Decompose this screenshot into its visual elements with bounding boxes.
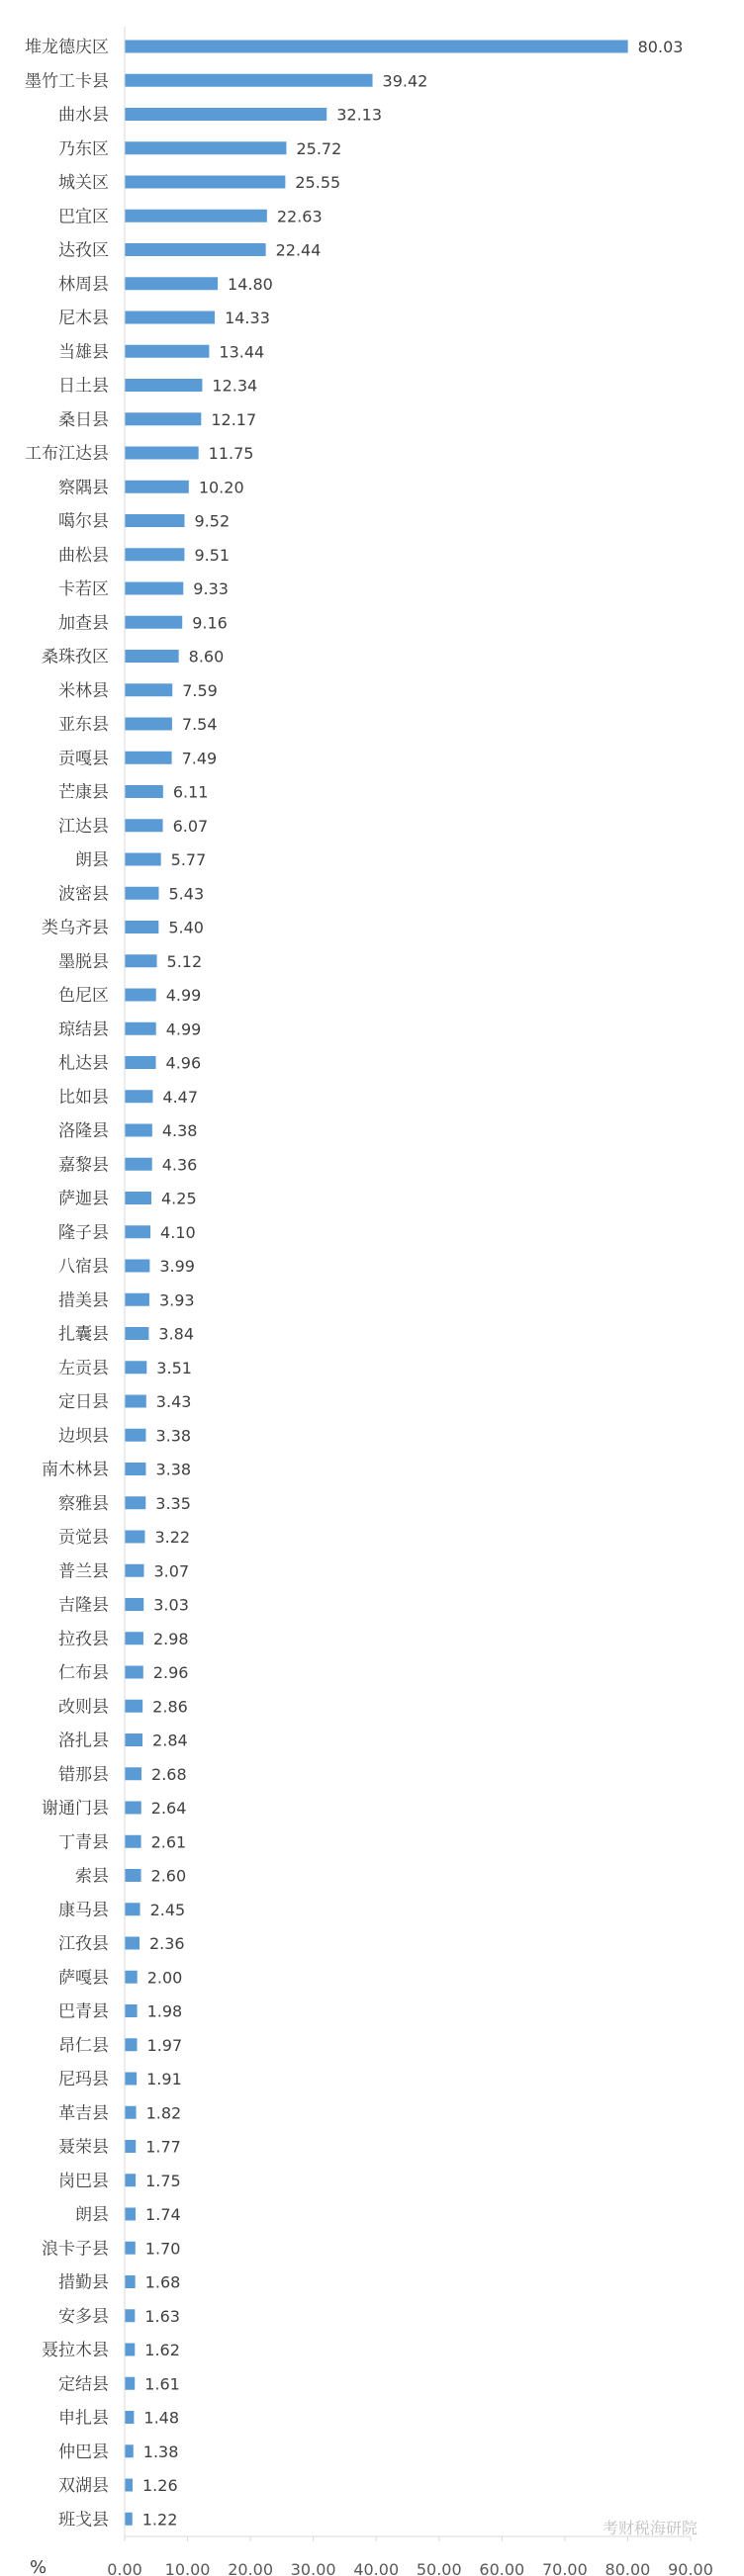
data-label: 1.97 — [146, 2035, 183, 2055]
category-label: 谢通门县 — [42, 1799, 109, 1819]
bar — [125, 2513, 133, 2526]
data-label: 4.10 — [160, 1222, 196, 1242]
bar — [125, 2242, 136, 2255]
data-label: 4.38 — [161, 1121, 198, 1140]
category-label: 仁布县 — [58, 1663, 109, 1683]
category-label: 措美县 — [58, 1290, 109, 1311]
category-label: 江孜县 — [58, 1934, 109, 1954]
bar — [125, 1293, 149, 1306]
data-label: 1.63 — [144, 2306, 180, 2326]
bars-group — [125, 41, 628, 2526]
data-label: 1.61 — [144, 2374, 180, 2394]
data-label: 5.43 — [168, 884, 205, 904]
data-label: 7.59 — [182, 680, 218, 700]
bar — [125, 1971, 138, 1984]
category-label: 拉孜县 — [58, 1629, 109, 1649]
category-label: 双湖县 — [58, 2476, 109, 2496]
bar — [125, 1361, 146, 1374]
bar — [125, 853, 161, 866]
bar — [125, 887, 159, 900]
data-label: 2.61 — [150, 1832, 187, 1852]
data-label: 2.86 — [152, 1697, 188, 1717]
bar — [125, 108, 326, 121]
category-label: 八宿县 — [58, 1257, 109, 1277]
category-label: 曲水县 — [58, 105, 109, 126]
bar — [125, 1531, 144, 1544]
bar — [125, 1937, 140, 1950]
category-label: 革吉县 — [58, 2103, 109, 2124]
category-label: 改则县 — [58, 1697, 109, 1718]
data-label: 3.35 — [155, 1493, 191, 1513]
bar — [125, 1429, 145, 1442]
category-label: 尼木县 — [58, 309, 109, 328]
category-label: 察隅县 — [58, 478, 109, 498]
data-label: 2.84 — [152, 1731, 188, 1750]
data-label: 1.26 — [142, 2476, 178, 2495]
data-label: 1.62 — [144, 2341, 180, 2359]
category-label: 工布江达县 — [25, 444, 109, 464]
category-label: 乃东区 — [58, 138, 109, 159]
x-tick-label: 60.00 — [479, 2560, 525, 2576]
data-label: 3.38 — [155, 1460, 192, 1479]
category-label: 洛扎县 — [58, 1731, 109, 1751]
category-label: 萨嘎县 — [58, 1968, 109, 1989]
category-label: 丁青县 — [58, 1832, 109, 1853]
bar — [125, 210, 267, 222]
bar — [125, 1733, 142, 1746]
bar — [125, 277, 218, 290]
data-label: 3.22 — [154, 1528, 191, 1547]
data-label: 10.20 — [198, 478, 244, 497]
data-label: 22.63 — [276, 207, 323, 226]
bar — [125, 785, 163, 798]
bar — [125, 74, 373, 87]
bar — [125, 379, 202, 392]
category-label: 隆子县 — [58, 1222, 109, 1243]
bar — [125, 141, 286, 154]
watermark-text: 考财税海研院 — [602, 2519, 698, 2537]
data-label: 2.68 — [151, 1764, 187, 1784]
data-label: 4.96 — [165, 1053, 202, 1073]
category-label: 洛隆县 — [58, 1121, 109, 1141]
data-label: 39.42 — [382, 71, 428, 91]
bar — [125, 1496, 145, 1509]
category-label: 墨脱县 — [58, 951, 109, 972]
category-label: 察雅县 — [58, 1493, 109, 1514]
data-label: 14.80 — [228, 274, 273, 294]
bar — [125, 1767, 141, 1780]
category-label: 比如县 — [58, 1087, 109, 1108]
category-label: 波密县 — [58, 884, 109, 905]
category-label: 桑日县 — [58, 409, 109, 430]
bar — [125, 1463, 145, 1475]
category-label: 康马县 — [58, 1900, 109, 1920]
data-label: 3.38 — [155, 1426, 192, 1446]
data-label: 4.36 — [161, 1155, 198, 1175]
category-label: 札达县 — [58, 1053, 109, 1074]
bar — [125, 683, 172, 696]
category-label: 聂拉木县 — [42, 2341, 109, 2360]
category-label: 类乌齐县 — [42, 918, 109, 938]
bar — [125, 1327, 148, 1340]
bar — [125, 1395, 146, 1408]
x-tick-label: 0.00 — [107, 2560, 142, 2576]
data-label: 1.91 — [146, 2070, 182, 2088]
data-label: 7.54 — [181, 715, 218, 734]
data-label: 3.84 — [158, 1324, 195, 1344]
data-label: 8.60 — [188, 647, 225, 666]
bar — [125, 1598, 143, 1611]
bar — [125, 1260, 149, 1273]
bar — [125, 345, 209, 358]
data-label: 13.44 — [219, 342, 265, 362]
data-label: 1.48 — [143, 2408, 180, 2428]
category-label: 申扎县 — [58, 2408, 109, 2429]
bar — [125, 311, 215, 324]
category-label: 加查县 — [58, 613, 109, 634]
bar — [125, 752, 172, 764]
bar — [125, 1700, 142, 1713]
category-label: 曲松县 — [58, 545, 109, 566]
data-label: 1.38 — [142, 2442, 179, 2461]
category-label: 桑珠孜区 — [42, 647, 109, 667]
category-label: 定结县 — [58, 2374, 109, 2395]
data-label: 1.98 — [146, 2001, 183, 2021]
category-label: 仲巴县 — [58, 2442, 109, 2462]
bar — [125, 2174, 136, 2186]
bar — [125, 1564, 144, 1577]
category-label: 城关区 — [58, 173, 109, 193]
category-label: 噶尔县 — [58, 511, 109, 532]
bar — [125, 1632, 143, 1644]
category-label: 达孜区 — [58, 240, 109, 261]
data-label: 25.72 — [296, 138, 342, 158]
data-label: 9.52 — [194, 511, 231, 531]
category-label: 聂荣县 — [58, 2137, 109, 2158]
x-tick-label: 40.00 — [353, 2560, 400, 2576]
data-label: 2.98 — [152, 1629, 189, 1648]
category-label: 南木林县 — [42, 1460, 109, 1480]
data-label: 5.77 — [170, 850, 207, 869]
category-label: 萨迦县 — [58, 1189, 109, 1209]
data-label: 3.99 — [159, 1257, 195, 1276]
bar — [125, 2208, 136, 2221]
category-label: 贡觉县 — [58, 1528, 109, 1548]
bar — [125, 1192, 151, 1204]
category-label: 琼结县 — [58, 1020, 109, 1040]
bar — [125, 2411, 134, 2424]
bar — [125, 616, 182, 629]
bar — [125, 921, 158, 933]
data-label: 2.45 — [149, 1900, 186, 1919]
data-label: 4.99 — [165, 986, 202, 1005]
bar — [125, 819, 163, 832]
bar — [125, 1090, 152, 1103]
x-tick-labels-group — [107, 2536, 713, 2576]
category-label: 左贡县 — [58, 1358, 109, 1378]
category-labels-group — [25, 38, 109, 2530]
bar — [125, 989, 156, 1002]
data-label: 6.07 — [172, 816, 209, 836]
category-label: 米林县 — [58, 680, 109, 701]
data-label: 4.25 — [161, 1189, 197, 1208]
bar — [125, 2377, 135, 2390]
x-tick-label: 10.00 — [164, 2560, 211, 2576]
data-label: 9.33 — [193, 579, 229, 598]
bar — [125, 481, 189, 493]
category-label: 墨竹工卡县 — [25, 71, 109, 92]
data-label: 9.51 — [194, 545, 231, 565]
data-label: 1.74 — [145, 2205, 181, 2224]
category-label: 安多县 — [58, 2306, 109, 2327]
data-label: 3.03 — [153, 1595, 189, 1615]
bar — [125, 650, 179, 663]
category-label: 定日县 — [58, 1392, 109, 1412]
bar — [125, 1835, 141, 1848]
bar — [125, 1124, 152, 1137]
bar — [125, 176, 285, 189]
x-tick-label: 30.00 — [290, 2560, 336, 2576]
category-label: 措勤县 — [58, 2272, 109, 2293]
category-label: 江达县 — [58, 816, 109, 837]
bar — [125, 582, 183, 595]
x-tick-label: 90.00 — [668, 2560, 713, 2576]
category-label: 芒康县 — [58, 782, 109, 803]
data-label: 2.36 — [148, 1934, 185, 1953]
bar — [125, 2344, 135, 2356]
data-label: 80.03 — [637, 38, 684, 56]
category-label: 巴青县 — [58, 2001, 109, 2022]
category-label: 亚东县 — [58, 715, 109, 735]
x-tick-label: 20.00 — [228, 2560, 274, 2576]
data-label: 4.47 — [162, 1087, 199, 1107]
bar — [125, 2004, 138, 2017]
bar — [125, 1869, 141, 1882]
bar — [125, 447, 199, 460]
bar — [125, 1666, 143, 1679]
bar — [125, 1802, 141, 1815]
data-label: 12.34 — [212, 376, 258, 396]
data-label: 1.77 — [145, 2137, 181, 2157]
data-label: 1.70 — [144, 2239, 181, 2259]
data-label: 3.07 — [153, 1561, 190, 1581]
data-label: 12.17 — [211, 409, 257, 429]
bar — [125, 954, 157, 967]
bar — [125, 1158, 152, 1171]
category-label: 朗县 — [75, 850, 109, 870]
data-label: 1.22 — [141, 2510, 178, 2530]
category-label: 吉隆县 — [58, 1595, 109, 1616]
data-label: 1.68 — [144, 2272, 181, 2292]
x-tick-label: 80.00 — [604, 2560, 651, 2576]
data-label: 14.33 — [225, 309, 270, 327]
category-label: 巴宜区 — [58, 207, 109, 227]
bar — [125, 2444, 134, 2457]
data-label: 25.55 — [295, 173, 341, 192]
category-label: 嘉黎县 — [58, 1155, 109, 1176]
data-label: 22.44 — [275, 240, 322, 260]
category-label: 索县 — [75, 1866, 109, 1887]
bar — [125, 2309, 135, 2322]
bar — [125, 1225, 150, 1238]
data-label: 2.00 — [146, 1968, 183, 1988]
bar — [125, 41, 628, 53]
category-label: 当雄县 — [58, 342, 109, 363]
bar — [125, 2275, 136, 2288]
bar — [125, 412, 201, 425]
data-label: 5.40 — [168, 918, 204, 937]
data-label: 2.60 — [150, 1866, 187, 1886]
bar — [125, 1056, 156, 1069]
data-label: 7.49 — [181, 749, 218, 768]
category-label: 错那县 — [58, 1764, 109, 1785]
data-label: 1.82 — [145, 2103, 182, 2123]
data-label: 32.13 — [336, 105, 383, 125]
category-label: 卡若区 — [58, 579, 109, 599]
category-label: 班戈县 — [58, 2510, 109, 2531]
bar — [125, 718, 172, 731]
category-label: 林周县 — [58, 274, 109, 295]
data-label: 2.64 — [150, 1799, 187, 1818]
bar — [125, 2038, 138, 2051]
category-label: 普兰县 — [58, 1561, 109, 1582]
bar — [125, 1903, 140, 1915]
bar — [125, 2073, 137, 2086]
data-label: 1.75 — [145, 2171, 181, 2190]
data-label: 11.75 — [208, 444, 254, 463]
category-label: 贡嘎县 — [58, 749, 109, 769]
x-tick-label: 50.00 — [416, 2560, 462, 2576]
category-label: 堆龙德庆区 — [25, 38, 109, 57]
category-label: 边坝县 — [58, 1426, 109, 1447]
bar — [125, 2479, 133, 2492]
category-label: 朗县 — [75, 2205, 109, 2225]
data-label: 3.43 — [155, 1392, 192, 1411]
category-label: 岗巴县 — [58, 2171, 109, 2191]
value-labels-group — [142, 38, 684, 2529]
category-label: 浪卡子县 — [42, 2239, 109, 2260]
bar — [125, 243, 266, 256]
category-label: 色尼区 — [58, 986, 109, 1006]
data-label: 4.99 — [165, 1020, 202, 1039]
data-label: 6.11 — [172, 782, 209, 802]
bar — [125, 1022, 156, 1035]
data-label: 3.93 — [158, 1290, 195, 1310]
x-tick-label: 70.00 — [541, 2560, 588, 2576]
category-label: 尼玛县 — [58, 2070, 109, 2089]
bar — [125, 2106, 137, 2119]
data-label: 9.16 — [192, 613, 228, 633]
bar — [125, 514, 185, 527]
category-label: 扎囊县 — [58, 1324, 109, 1345]
bar — [125, 548, 184, 561]
data-label: 5.12 — [166, 951, 203, 971]
category-label: 昂仁县 — [58, 2035, 109, 2056]
unit-label: % — [30, 2557, 47, 2576]
bar — [125, 2140, 136, 2153]
category-label: 日土县 — [58, 376, 109, 397]
data-label: 2.96 — [152, 1663, 189, 1682]
data-label: 3.51 — [156, 1358, 192, 1377]
